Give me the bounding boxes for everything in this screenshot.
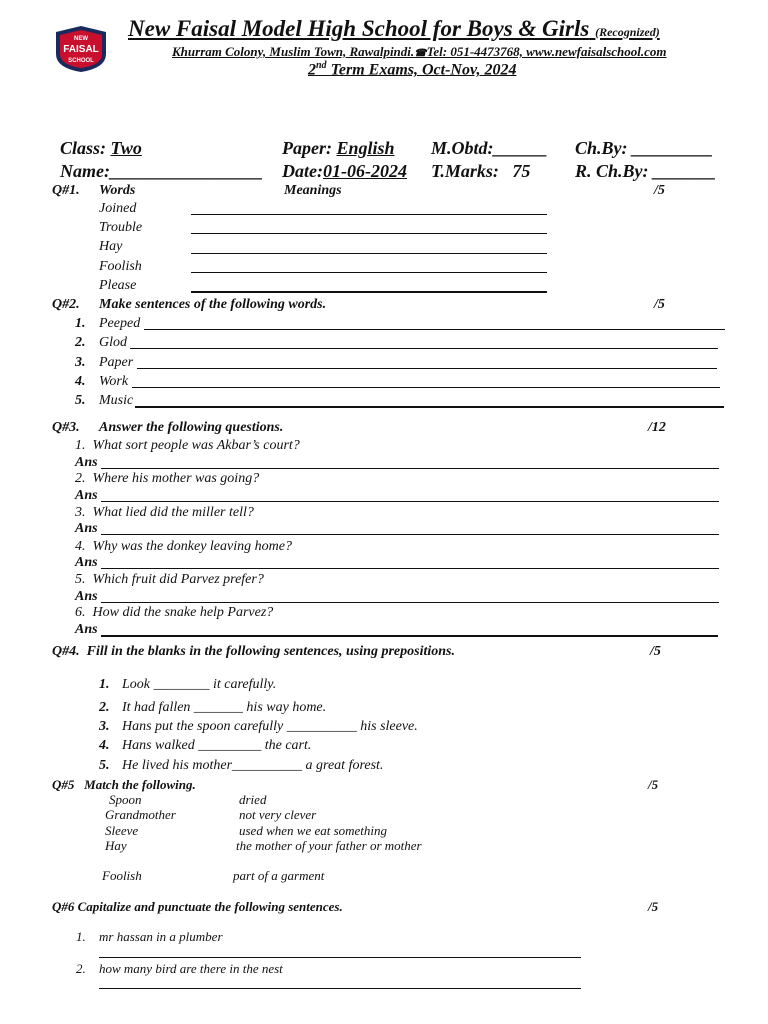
q3-marks: /12 [648,420,666,435]
class-field [60,138,142,159]
q3-question-text: Where his mother was going? [92,471,260,486]
q2-marks: /5 [654,297,665,312]
date-field [282,161,407,182]
q5-right-item: dried [239,792,267,807]
q3-question-text: How did the snake help Parvez? [92,605,274,620]
q4-sentence: Hans put the spoon carefully __________ his sleeve. [122,719,418,734]
date-value: 01-06-2024 [322,161,407,181]
q4-sentence: He lived his mother__________ a great forest. [122,758,384,773]
q2-answer-line [137,368,717,369]
q5-marks: /5 [648,777,659,792]
q5-left-item: Sleeve [105,823,139,838]
school-address [172,44,667,60]
q3-answer-line [101,468,719,469]
exam-term-title [308,60,516,79]
q2-title: Make sentences of the following words. [99,297,327,312]
q2-item-number: 5. [75,393,86,408]
school-logo [52,24,110,74]
q3-question [75,605,273,621]
q1-word: Joined [99,201,137,216]
q1-marks: /5 [654,183,665,198]
q1-answer-line [191,272,547,273]
q3-ans-label: Ans [75,622,98,637]
q1-answer-line [191,233,547,234]
phone-icon: ☎ [414,48,427,59]
q3-question [75,438,300,454]
q3-number: 5. [75,572,86,587]
total-marks-label: T.Marks: [431,161,499,181]
q2-item-word: Music [99,393,134,408]
q1-answer-line [191,214,547,215]
checked-by-field: Ch.By: _________ [575,138,714,158]
q6-answer-line [99,957,581,958]
total-marks-value: 75 [512,161,531,181]
q2-item-word: Paper [99,355,134,370]
term-suffix: nd [316,60,327,71]
q3-question-text: What lied did the miller tell? [92,505,254,520]
q6-label: Q#6 [52,899,75,914]
q5-right-item: not very clever [239,807,317,822]
q4-marks: /5 [650,644,661,659]
q5-left-item: Spoon [109,792,142,807]
q1-word: Please [99,278,137,293]
q4-item-number: 2. [99,700,110,715]
marks-obtained-field: M.Obtd:______ [431,138,548,158]
q3-question [75,572,264,588]
q3-ans-label: Ans [75,521,98,536]
term-text: Term Exams, Oct-Nov, 2024 [326,61,517,79]
q2-answer-line [132,387,720,388]
q1-word: Hay [99,239,123,254]
address-text: Khurram Colony, Muslim Town, Rawalpindi. [172,44,415,59]
q3-question-text: Why was the donkey leaving home? [92,539,292,554]
q4-item-number: 1. [99,677,110,692]
q1-answer-line [191,291,547,293]
q5-left-item: Grandmother [105,807,176,822]
q1-word: Foolish [99,259,142,274]
q3-ans-label: Ans [75,488,98,503]
q3-number: 6. [75,605,86,620]
q1-answer-line [191,253,547,254]
q4-sentence: Look ________ it carefully. [122,677,277,692]
q3-label: Q#3. [52,420,80,435]
q6-marks: /5 [648,899,659,914]
q3-answer-line [101,534,719,535]
school-name [128,16,660,42]
q4-sentence: It had fallen _______ his way home. [122,700,327,715]
q5-left-item: Hay [105,838,127,853]
q3-title: Answer the following questions. [99,420,284,435]
q4-title: Fill in the blanks in the following sentences, using prepositions. [86,644,455,659]
q1-label: Q#1. [52,183,80,198]
q4-sentence: Hans walked _________ the cart. [122,738,312,753]
q2-item-number: 4. [75,374,86,389]
q3-question [75,505,254,521]
paper-value: English [336,138,395,158]
class-label: Class: [60,138,107,158]
svg-text:FAISAL: FAISAL [63,44,99,55]
q3-question [75,539,292,555]
q2-item-number: 3. [75,355,86,370]
paper-field [282,138,395,159]
q3-question-text: What sort people was Akbar’s court? [92,438,300,453]
q1-word: Trouble [99,220,143,235]
q5-right-item: the mother of your father or mother [236,838,422,853]
q3-number: 2. [75,471,86,486]
term-number: 2 [308,61,316,79]
total-marks-field [431,161,530,182]
q3-question [75,471,259,487]
q3-answer-line [101,568,719,569]
q6-sentence: mr hassan in a plumber [99,929,223,944]
q3-answer-line [101,501,719,502]
q2-answer-line [135,406,724,408]
q2-label: Q#2. [52,297,80,312]
q3-number: 4. [75,539,86,554]
q6-sentence: how many bird are there in the nest [99,961,283,976]
q2-item-word: Work [99,374,129,389]
school-name-text: New Faisal Model High School for Boys & Girls [128,16,590,41]
q2-answer-line [130,348,718,349]
q2-answer-line [144,329,725,330]
q1-words-heading: Words [99,183,136,198]
q3-question-text: Which fruit did Parvez prefer? [92,572,264,587]
q5-title: Match the following. [84,777,196,792]
school-logo-shield [52,24,110,74]
q4-item-number: 3. [99,719,110,734]
svg-text:SCHOOL: SCHOOL [68,58,94,64]
q4-label: Q#4. [52,644,80,659]
q6-item-number: 1. [76,929,86,944]
q1-meanings-heading: Meanings [284,183,342,198]
q4-item-number: 5. [99,758,110,773]
q5-left-item: Foolish [102,868,142,883]
q3-answer-line [101,602,719,603]
student-name-field: Name:_________________ [60,161,263,181]
q5-heading [52,777,196,793]
contact-text: Tel: 051-4473768, www.newfaisalschool.com [426,44,667,59]
date-label: Date: [282,161,323,181]
q4-item-number: 4. [99,738,110,753]
q6-answer-line [99,988,581,989]
q5-right-item: used when we eat something [239,823,388,838]
q6-heading [52,899,343,915]
q2-item-word: Glod [99,335,127,350]
class-value: Two [110,138,142,158]
q3-number: 1. [75,438,86,453]
q6-item-number: 2. [76,961,86,976]
paper-label: Paper: [282,138,332,158]
rechecked-by-field: R. Ch.By: _______ [575,161,717,181]
q2-item-word: Peeped [99,316,141,331]
q3-answer-line [101,635,718,637]
q3-number: 3. [75,505,86,520]
q6-title: Capitalize and punctuate the following sentences. [77,899,343,914]
q3-ans-label: Ans [75,589,98,604]
recognized-label: (Recognized) [595,25,660,39]
q5-right-item: part of a garment [233,868,325,883]
q3-ans-label: Ans [75,555,98,570]
q3-ans-label: Ans [75,455,98,470]
q2-item-number: 1. [75,316,86,331]
q5-label: Q#5 [52,777,75,792]
q4-heading [52,644,455,660]
q2-item-number: 2. [75,335,86,350]
svg-text:NEW: NEW [74,36,88,42]
